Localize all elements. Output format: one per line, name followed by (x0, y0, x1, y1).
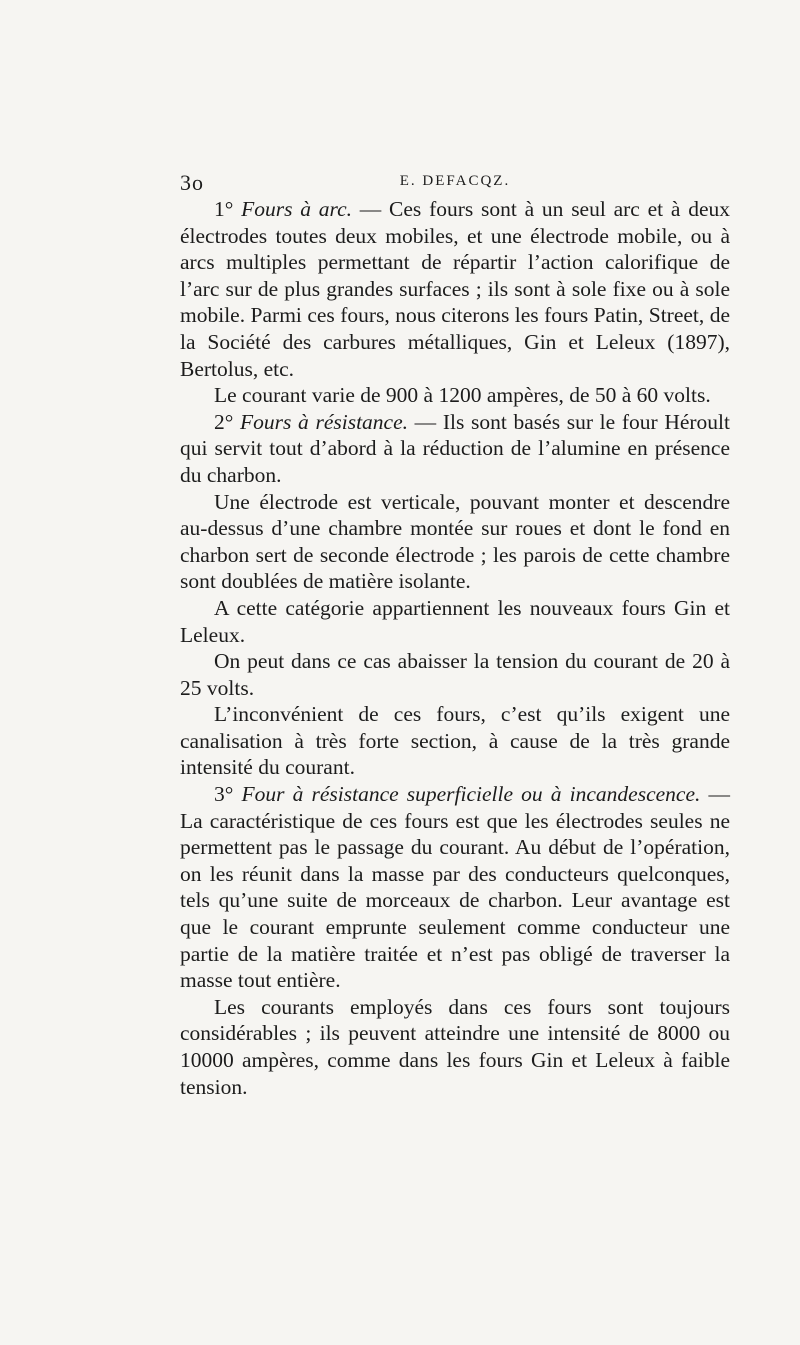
paragraph-currents (180, 994, 730, 1100)
page-header (180, 170, 730, 194)
section-number: 3° (214, 782, 242, 807)
paragraph-text: — La caractéristique de ces fours est que les électrodes seules ne permettent pas le passage du courant. Au début de l’opération, on les réunit dans la masse par des conducteurs quelconques, tels qu’une suite de morceaux de charbon. Leur avantage est que le courant emprunte seulement comme conducteur une partie de la matière traitée et n’est pas obligé de traverser la masse tout entière. (180, 782, 731, 993)
paragraph-category (180, 595, 730, 648)
paragraph-text: Une électrode est verticale, pouvant monter et descendre au-dessus d’une chambre montée sur roues et dont le fond en charbon sert de seconde électrode ; les parois de cette chambre sont doublées de matière isolante. (180, 489, 730, 594)
paragraph-inconvenience (180, 701, 730, 781)
paragraph-resistance-furnaces (180, 409, 730, 489)
paragraph-text: Le courant varie de 900 à 1200 ampères, de 50 à 60 volts. (214, 383, 711, 408)
paragraph-text: — Ils sont basés sur le four Héroult qui servit tout d’abord à la réduction de l’alumine en présence du charbon. (180, 409, 730, 487)
section-title: Four à résistance superficielle ou à incandescence. (241, 782, 701, 807)
section-number: 2° (214, 409, 241, 434)
running-head-author: E. DEFACQZ. (399, 173, 511, 189)
paragraph-electrode (180, 489, 730, 595)
paragraph-text: A cette catégorie appartiennent les nouveaux fours Gin et Leleux. (180, 595, 730, 647)
paragraph-current (180, 382, 730, 409)
page-number: 3o (180, 170, 204, 195)
section-number: 1° (214, 197, 242, 221)
section-title: Fours à arc. (241, 197, 353, 221)
paragraph-text: Les courants employés dans ces fours sont toujours considérables ; ils peuvent atteindre une intensité de 8000 ou 10000 ampères, comme dans les fours Gin et Leleux à faible tension. (180, 994, 730, 1099)
paragraph-arc-furnaces (180, 196, 730, 382)
paragraph-surface-resistance (180, 781, 730, 994)
paragraph-text: — Ces fours sont à un seul arc et à deux électrodes toutes deux mobiles, et une électrode mobile, ou à arcs multiples permettant de répartir l’action calorifique de l’arc sur de plus grandes surfaces ; ils sont à sole fixe ou à sole mobile. Parmi ces fours, nous citerons les fours Patin, Street, de la Société des carbures métalliques, Gin et Leleux (1897), Bertolus, etc. (180, 197, 730, 381)
paragraph-text: L’inconvénient de ces fours, c’est qu’ils exigent une canalisation à très forte section, à cause de la très grande intensité du courant. (180, 702, 730, 780)
paragraph-text: On peut dans ce cas abaisser la tension du courant de 20 à 25 volts. (180, 649, 730, 700)
paragraph-tension (180, 648, 730, 701)
section-title: Fours à résistance. (240, 409, 409, 434)
body-text (180, 196, 730, 1100)
